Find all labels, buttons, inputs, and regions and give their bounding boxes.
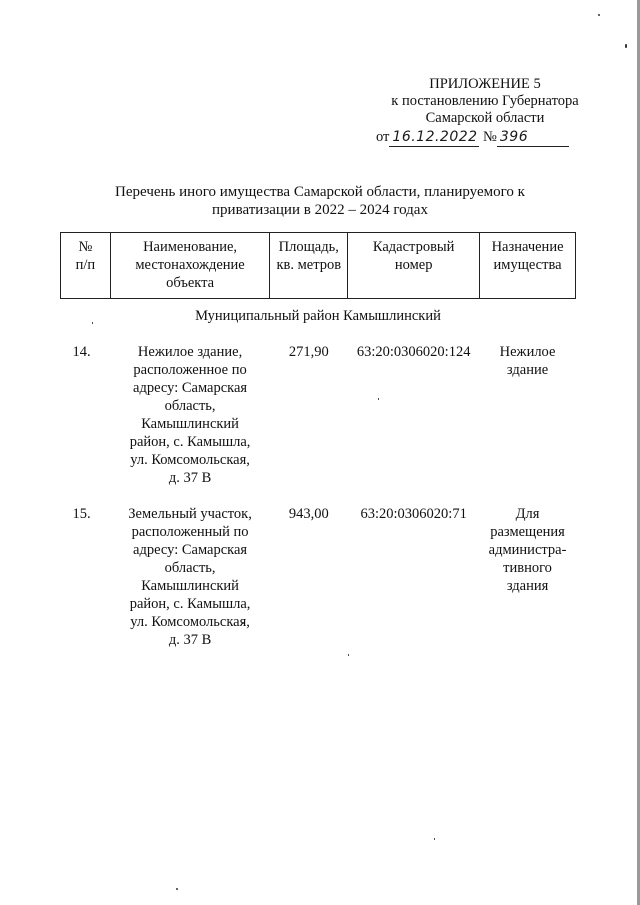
header-area: Площадь, кв. метров	[270, 233, 348, 299]
appendix-decree-line: к постановлению Губернатора	[391, 93, 579, 109]
row-number: 14.	[72, 344, 91, 360]
property-table	[60, 232, 576, 667]
header-name: Наименование, местонахождение объекта	[110, 233, 270, 299]
appendix-number-label: №	[483, 129, 497, 145]
header-purpose: Назначение имущества	[480, 233, 576, 299]
row-area: 943,00	[288, 506, 329, 522]
appendix-region-line: Самарской области	[425, 110, 545, 126]
row-purpose: Нежилое здание	[499, 344, 556, 378]
appendix-header	[360, 76, 610, 147]
appendix-date: 16.12.2022	[392, 129, 478, 145]
section-title: Муниципальный район Камышлинский	[195, 308, 441, 324]
scan-speck	[434, 838, 435, 840]
scan-speck	[176, 888, 178, 890]
row-name: Земельный участок, расположенный по адресу: Самарская область, Камышлинский район, с. Камышла, ул. Комсомольская, д. 37 В	[128, 506, 252, 648]
appendix-title: ПРИЛОЖЕНИЕ 5	[429, 76, 541, 92]
section-row	[61, 299, 576, 344]
appendix-date-number	[360, 129, 610, 147]
document-title	[80, 183, 560, 219]
scan-speck	[625, 44, 627, 48]
row-cadastral: 63:20:0306020:124	[356, 344, 471, 360]
appendix-number: 396	[499, 129, 529, 145]
scan-speck	[598, 14, 600, 16]
row-number: 15.	[72, 506, 91, 522]
row-purpose: Для размещения администра- тивного здания	[488, 506, 567, 594]
document-title-line2: приватизации в 2022 – 2024 годах	[212, 202, 428, 218]
header-number: № п/п	[61, 233, 111, 299]
table-row	[61, 343, 576, 505]
table-row	[61, 505, 576, 667]
table-header-row	[61, 233, 576, 299]
header-cadastral: Кадастровый номер	[348, 233, 480, 299]
document-title-line1: Перечень иного имущества Самарской области, планируемого к	[115, 184, 525, 200]
appendix-from-label: от	[376, 129, 390, 145]
row-cadastral: 63:20:0306020:71	[360, 506, 467, 522]
row-area: 271,90	[288, 344, 329, 360]
row-name: Нежилое здание, расположенное по адресу: Самарская область, Камышлинский район, с. Камышла, ул. Комсомольская, д. 37 В	[129, 344, 251, 486]
